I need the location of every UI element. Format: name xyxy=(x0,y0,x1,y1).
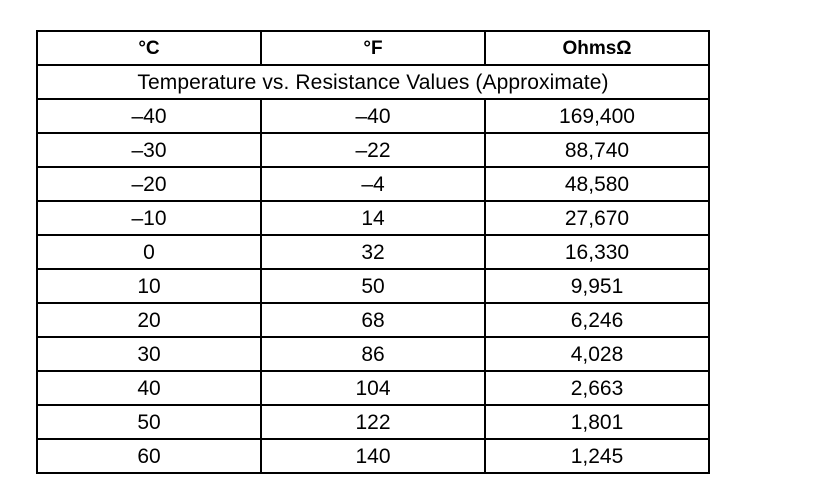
cell-celsius: –40 xyxy=(37,99,261,133)
cell-fahrenheit: 86 xyxy=(261,337,485,371)
cell-fahrenheit: –22 xyxy=(261,133,485,167)
table-row xyxy=(37,269,709,303)
temperature-resistance-table xyxy=(36,30,710,474)
cell-ohms: 6,246 xyxy=(485,303,709,337)
cell-celsius: 10 xyxy=(37,269,261,303)
table-row xyxy=(37,167,709,201)
cell-celsius: –30 xyxy=(37,133,261,167)
cell-celsius: 30 xyxy=(37,337,261,371)
table-row xyxy=(37,337,709,371)
cell-fahrenheit: –4 xyxy=(261,167,485,201)
header-ohms: OhmsΩ xyxy=(485,31,709,65)
table-row xyxy=(37,99,709,133)
cell-celsius: 60 xyxy=(37,439,261,473)
cell-fahrenheit: 14 xyxy=(261,201,485,235)
cell-ohms: 48,580 xyxy=(485,167,709,201)
cell-ohms: 169,400 xyxy=(485,99,709,133)
table-body xyxy=(37,65,709,473)
cell-celsius: –20 xyxy=(37,167,261,201)
cell-celsius: 20 xyxy=(37,303,261,337)
cell-ohms: 16,330 xyxy=(485,235,709,269)
cell-celsius: 50 xyxy=(37,405,261,439)
table-row xyxy=(37,405,709,439)
header-fahrenheit: °F xyxy=(261,31,485,65)
table-row xyxy=(37,303,709,337)
header-row xyxy=(37,31,709,65)
table-row xyxy=(37,235,709,269)
table-row xyxy=(37,371,709,405)
cell-ohms: 1,801 xyxy=(485,405,709,439)
table-row xyxy=(37,439,709,473)
cell-ohms: 4,028 xyxy=(485,337,709,371)
cell-fahrenheit: 50 xyxy=(261,269,485,303)
header-celsius: °C xyxy=(37,31,261,65)
cell-celsius: –10 xyxy=(37,201,261,235)
cell-ohms: 1,245 xyxy=(485,439,709,473)
caption-row xyxy=(37,65,709,99)
cell-fahrenheit: 122 xyxy=(261,405,485,439)
cell-celsius: 40 xyxy=(37,371,261,405)
cell-ohms: 2,663 xyxy=(485,371,709,405)
cell-fahrenheit: 140 xyxy=(261,439,485,473)
cell-ohms: 9,951 xyxy=(485,269,709,303)
table-row xyxy=(37,133,709,167)
cell-fahrenheit: –40 xyxy=(261,99,485,133)
cell-ohms: 88,740 xyxy=(485,133,709,167)
table-caption: Temperature vs. Resistance Values (Approximate) xyxy=(37,65,709,99)
cell-fahrenheit: 104 xyxy=(261,371,485,405)
cell-fahrenheit: 32 xyxy=(261,235,485,269)
cell-fahrenheit: 68 xyxy=(261,303,485,337)
temperature-resistance-table-container xyxy=(36,30,708,474)
table-row xyxy=(37,201,709,235)
cell-celsius: 0 xyxy=(37,235,261,269)
cell-ohms: 27,670 xyxy=(485,201,709,235)
